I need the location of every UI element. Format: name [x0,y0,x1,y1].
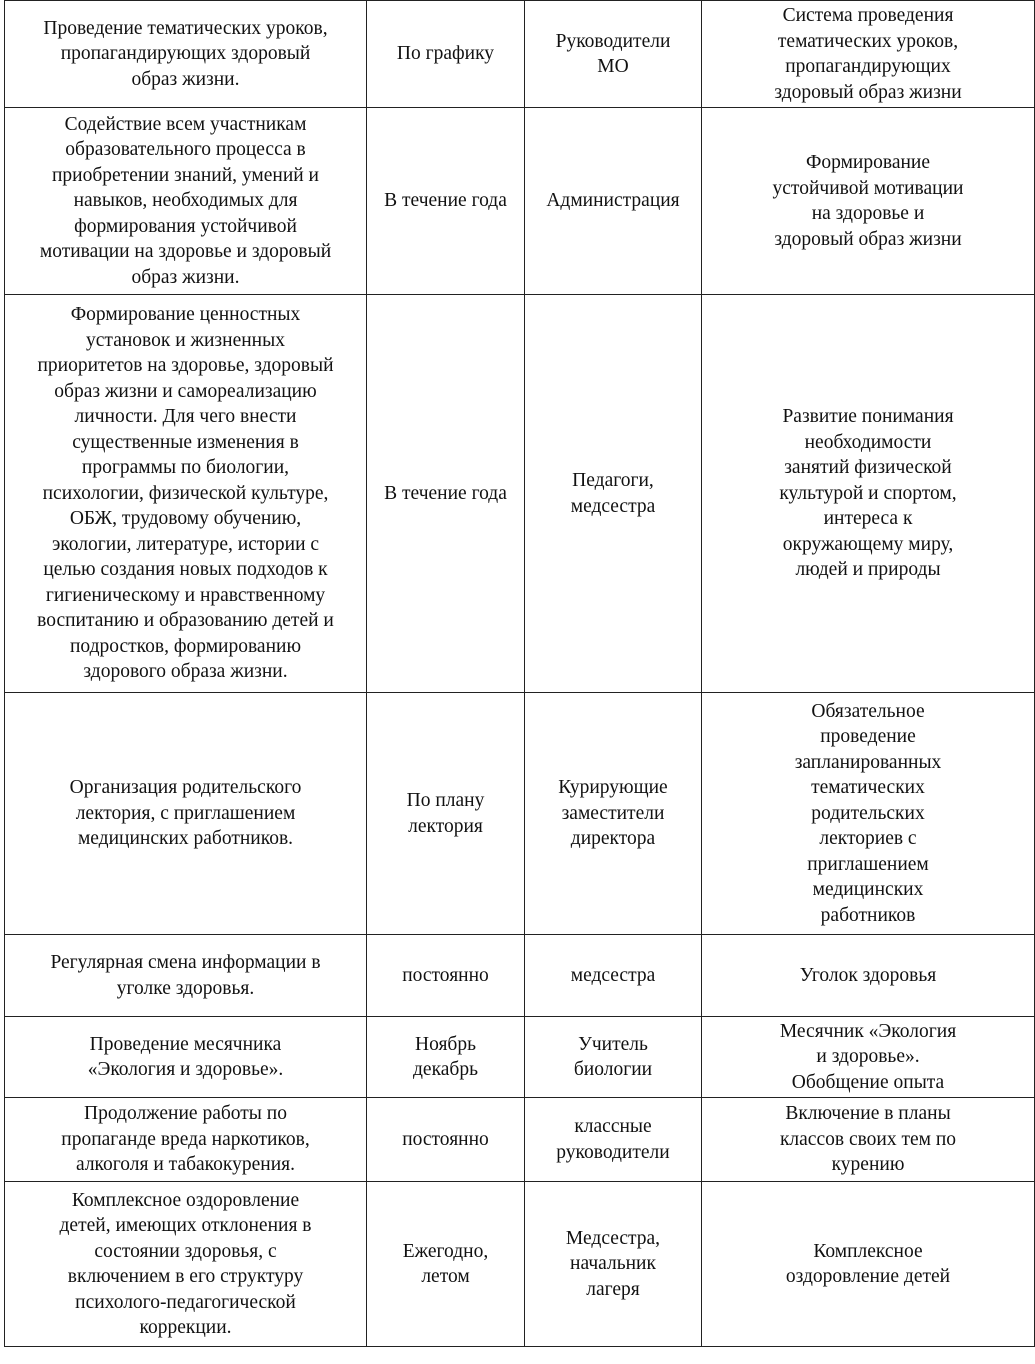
table-row [5,693,1035,935]
table-row [5,935,1035,1017]
table-row [5,1,1035,108]
table-row [5,1017,1035,1098]
term-cell: постоянно [367,1098,525,1182]
health-plan-table [4,0,1035,1347]
responsible-cell: Педагоги, медсестра [525,295,702,693]
event-cell: Продолжение работы по пропаганде вреда наркотиков, алкоголя и табакокурения. [5,1098,367,1182]
event-cell: Регулярная смена информации в уголке здоровья. [5,935,367,1017]
responsible-cell: Администрация [525,108,702,295]
result-cell: Месячник «Экология и здоровье». Обобщение опыта [702,1017,1035,1098]
result-cell: Обязательное проведение запланированных тематических родительских лекториев с приглашением медицинских работников [702,693,1035,935]
result-cell: Развитие понимания необходимости занятий физической культурой и спортом, интереса к окружающему миру, людей и природы [702,295,1035,693]
table-row [5,295,1035,693]
responsible-cell: классные руководители [525,1098,702,1182]
responsible-cell: Медсестра, начальник лагеря [525,1182,702,1347]
term-cell: По плану лектория [367,693,525,935]
term-cell: Ежегодно, летом [367,1182,525,1347]
event-cell: Содействие всем участникам образовательного процесса в приобретении знаний, умений и навыков, необходимых для формирования устойчивой мотивации на здоровье и здоровый образ жизни. [5,108,367,295]
result-cell: Формирование устойчивой мотивации на здоровье и здоровый образ жизни [702,108,1035,295]
responsible-cell: Учитель биологии [525,1017,702,1098]
event-cell: Проведение тематических уроков, пропагандирующих здоровый образ жизни. [5,1,367,108]
term-cell: В течение года [367,108,525,295]
result-cell: Включение в планы классов своих тем по курению [702,1098,1035,1182]
table-row [5,1098,1035,1182]
event-cell: Формирование ценностных установок и жизненных приоритетов на здоровье, здоровый образ жизни и самореализацию личности. Для чего внести существенные изменения в программы по биологии, психологии, физической культуре, ОБЖ, трудовому обучению, экологии, литературе, истории с целью создания новых подходов к гигиеническому и нравственному воспитанию и образованию детей и подростков, формированию здорового образа жизни. [5,295,367,693]
responsible-cell: медсестра [525,935,702,1017]
table-row [5,108,1035,295]
table-row [5,1182,1035,1347]
responsible-cell: Руководители МО [525,1,702,108]
term-cell: В течение года [367,295,525,693]
document-page [4,0,964,1364]
event-cell: Комплексное оздоровление детей, имеющих отклонения в состоянии здоровья, с включением в его структуру психолого-педагогической коррекции. [5,1182,367,1347]
responsible-cell: Курирующие заместители директора [525,693,702,935]
term-cell: По графику [367,1,525,108]
term-cell: постоянно [367,935,525,1017]
term-cell: Ноябрь декабрь [367,1017,525,1098]
event-cell: Организация родительского лектория, с приглашением медицинских работников. [5,693,367,935]
result-cell: Комплексное оздоровление детей [702,1182,1035,1347]
result-cell: Уголок здоровья [702,935,1035,1017]
event-cell: Проведение месячника «Экология и здоровье». [5,1017,367,1098]
result-cell: Система проведения тематических уроков, пропагандирующих здоровый образ жизни [702,1,1035,108]
